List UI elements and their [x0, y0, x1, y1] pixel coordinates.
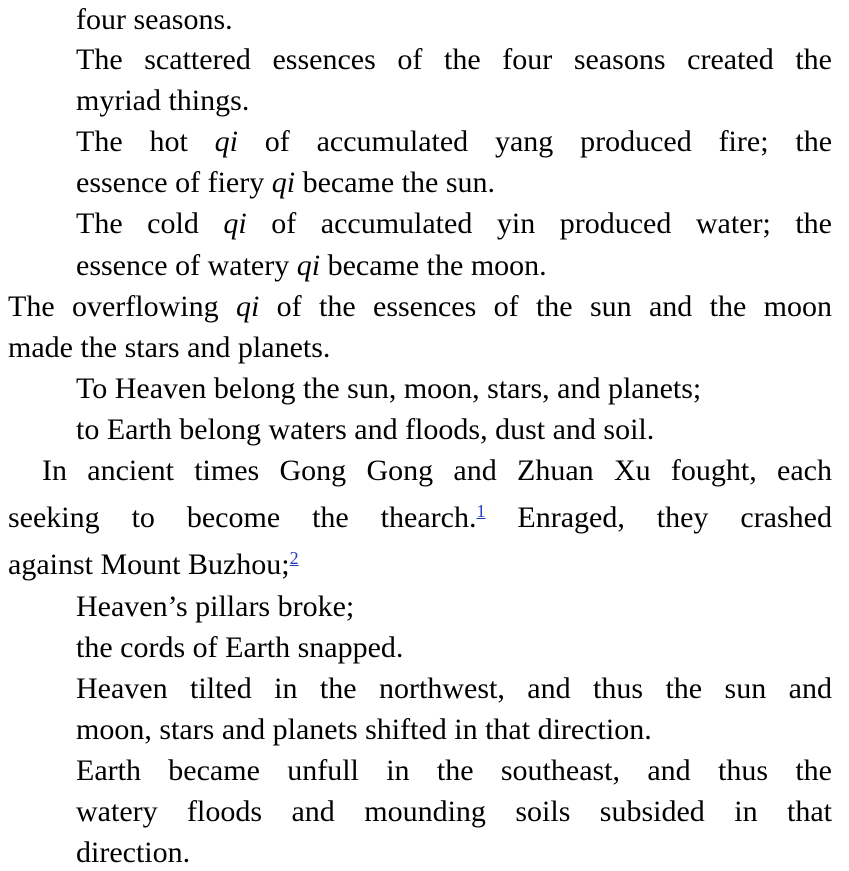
- text-span: essence of watery: [76, 249, 297, 282]
- text-line: Heaven tilted in the northwest, and thus the sun and: [76, 672, 832, 705]
- italic-term: qi: [296, 249, 321, 282]
- footnote-link-2[interactable]: 2: [289, 548, 299, 568]
- text-span: seeking to become the thearch.: [8, 501, 477, 534]
- text-line: The scattered essences of the four seasons created the: [76, 43, 832, 76]
- text-line: In ancient times Gong Gong and Zhuan Xu fought, each: [42, 454, 832, 487]
- text-line: made the stars and planets.: [8, 331, 331, 364]
- text-line: Earth became unfull in the southeast, and thus the: [76, 754, 832, 787]
- italic-term: qi: [214, 125, 238, 158]
- text-line: [76, 206, 832, 242]
- footnote-link-1[interactable]: 1: [476, 501, 486, 521]
- text-line: [8, 547, 832, 583]
- text-line: [76, 165, 832, 201]
- text-line: myriad things.: [76, 84, 250, 117]
- text-span: of accumulated yin produced water; the: [246, 207, 833, 240]
- text-line: direction.: [76, 836, 191, 869]
- text-line: Heaven’s pillars broke;: [76, 590, 355, 623]
- text-line: [76, 248, 832, 284]
- text-span: became the sun.: [295, 166, 495, 199]
- text-span: essence of fiery: [76, 166, 272, 199]
- text-line: To Heaven belong the sun, moon, stars, and planets;: [76, 372, 702, 405]
- text-line: the cords of Earth snapped.: [76, 631, 404, 664]
- text-line: to Earth belong waters and floods, dust and soil.: [76, 413, 655, 446]
- text-span: against Mount Buzhou;: [8, 548, 290, 581]
- text-span: The cold: [76, 207, 224, 240]
- text-span: The overflowing: [8, 290, 236, 323]
- text-span: of accumulated yang produced fire; the: [237, 125, 833, 158]
- text-span: The hot: [76, 125, 215, 158]
- text-line: [8, 500, 832, 536]
- text-line: four seasons.: [76, 3, 233, 36]
- text-span: became the moon.: [320, 249, 547, 282]
- text-line: watery floods and mounding soils subsided in that: [76, 795, 832, 828]
- text-span: Enraged, they crashed: [485, 501, 832, 534]
- italic-term: qi: [271, 166, 296, 199]
- text-line: [76, 124, 832, 160]
- italic-term: qi: [223, 207, 247, 240]
- text-line: [8, 289, 832, 325]
- text-line: moon, stars and planets shifted in that direction.: [76, 713, 652, 746]
- text-span: of the essences of the sun and the moon: [259, 290, 832, 323]
- italic-term: qi: [235, 290, 260, 323]
